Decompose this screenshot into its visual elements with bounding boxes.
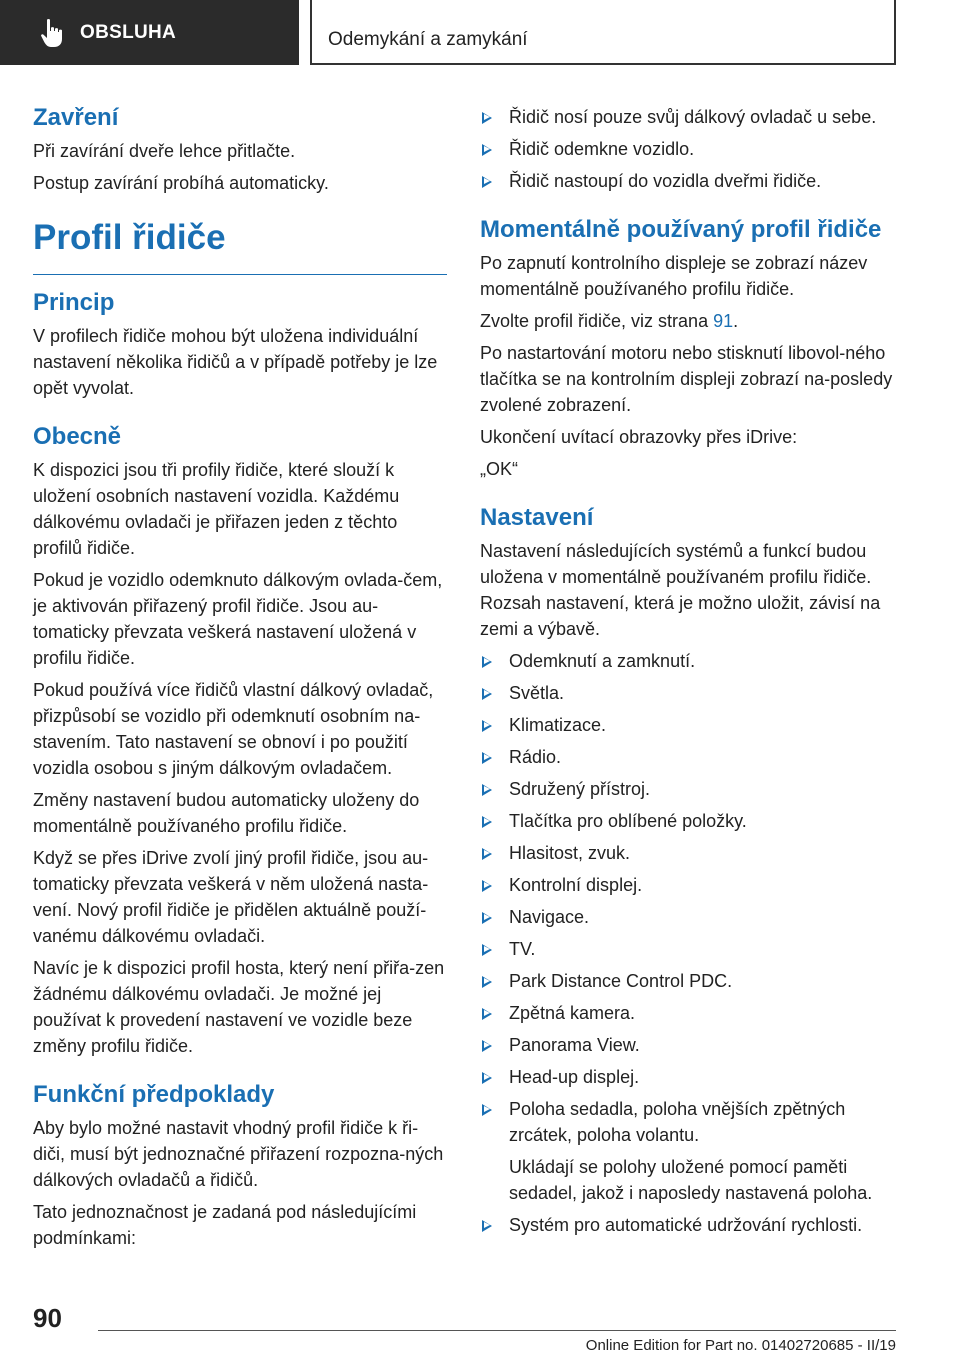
paragraph: Postup zavírání probíhá automaticky. — [33, 173, 329, 193]
list-item: Zpětná kamera. — [480, 1000, 896, 1026]
triangle-bullet-icon — [482, 880, 492, 892]
triangle-bullet-icon — [482, 176, 492, 188]
paragraph: Zvolte profil řidiče, viz strana 91. — [480, 311, 739, 331]
triangle-bullet-icon — [482, 784, 492, 796]
list-item: Hlasitost, zvuk. — [480, 840, 896, 866]
triangle-bullet-icon — [482, 656, 492, 668]
paragraph: Ukončení uvítací obrazovky přes iDrive: — [480, 427, 798, 447]
list-item: Řidič nastoupí do vozidla dveřmi řidiče. — [480, 168, 896, 194]
list-item: Poloha sedadla, poloha vnějších zpětných zrcátek, poloha volantu. Ukládají se polohy uložené pomocí paměti sedadel, jakož i naposledy nastavená poloha. — [480, 1096, 896, 1206]
list-item: Park Distance Control PDC. — [480, 968, 896, 994]
header-section-box — [310, 0, 896, 65]
header-section-title: Odemykání a zamykání — [328, 29, 528, 50]
triangle-bullet-icon — [482, 112, 492, 124]
triangle-bullet-icon — [482, 976, 492, 988]
triangle-bullet-icon — [482, 944, 492, 956]
triangle-bullet-icon — [482, 1072, 492, 1084]
footer-divider — [98, 1330, 896, 1331]
list-item: Tlačítka pro oblíbené položky. — [480, 808, 896, 834]
list-item: Panorama View. — [480, 1032, 896, 1058]
list-item: Navigace. — [480, 904, 896, 930]
list-item: Řidič odemkne vozidlo. — [480, 136, 896, 162]
footer-edition: Online Edition for Part no. 01402720685 - II/19 — [585, 1337, 896, 1354]
paragraph: Po nastartování motoru nebo stisknutí libovol-ného tlačítka se na kontrolním displeji zobrazí na-posledy zvolené zobrazení. — [480, 343, 893, 415]
paragraph: Pokud je vozidlo odemknuto dálkovým ovlada-čem, je aktivován přiřazený profil řidiče. Jsou au-tomaticky převzata veškerá nastavení uložená v profilu řidiče. — [33, 570, 443, 668]
triangle-bullet-icon — [482, 688, 492, 700]
list-item: Sdružený přístroj. — [480, 776, 896, 802]
triangle-bullet-icon — [482, 1008, 492, 1020]
heading-obecne: Obecně — [33, 423, 122, 450]
list-item: Klimatizace. — [480, 712, 896, 738]
triangle-bullet-icon — [482, 1104, 492, 1116]
list-item: Řidič nosí pouze svůj dálkový ovladač u sebe. — [480, 104, 896, 130]
pointing-hand-icon — [40, 18, 66, 48]
list-item: Head-up displej. — [480, 1064, 896, 1090]
heading-momentalne-profil: Momentálně používaný profil řidiče — [480, 216, 882, 243]
paragraph: Navíc je k dispozici profil hosta, který není přiřa-zen žádnému dálkovému ovladači. Je možné jej používat k provedení nastavení ve vozidle beze změny profilu řidiče. — [33, 958, 445, 1056]
heading-nastaveni: Nastavení — [480, 504, 594, 531]
triangle-bullet-icon — [482, 752, 492, 764]
triangle-bullet-icon — [482, 848, 492, 860]
left-column — [33, 104, 447, 1257]
conditions-list — [480, 104, 896, 194]
list-item: Světla. — [480, 680, 896, 706]
chapter-title: Profil řidiče — [33, 218, 447, 275]
paragraph: V profilech řidiče mohou být uložena individuální nastavení několika řidičů a v případě potřeby je lze opět vyvolat. — [33, 326, 438, 398]
list-item-note: Ukládají se polohy uložené pomocí paměti sedadel, jakož i naposledy nastavená poloha. — [509, 1157, 873, 1203]
heading-zavreni: Zavření — [33, 104, 119, 131]
paragraph: K dispozici jsou tři profily řidiče, které slouží k uložení osobních nastavení vozidla. Každému dálkovému ovladači je přiřazen jeden z těchto profilů řidiče. — [33, 460, 400, 558]
header-tab-label: OBSLUHA — [80, 21, 177, 43]
heading-princip: Princip — [33, 289, 115, 316]
paragraph: Při zavírání dveře lehce přitlačte. — [33, 141, 296, 161]
triangle-bullet-icon — [482, 1220, 492, 1232]
paragraph: Když se přes iDrive zvolí jiný profil řidiče, jsou au-tomaticky převzata veškerá v něm uložená nasta-vení. Nový profil řidiče je přidělen aktuálně použí-vanému dálkovému ovladači. — [33, 848, 429, 946]
paragraph: Aby bylo možné nastavit vhodný profil řidiče k ři-diči, musí být jednoznačné přiřazení rozpozna-ných dálkových ovladačů a řidičů. — [33, 1118, 444, 1190]
list-item: TV. — [480, 936, 896, 962]
page-number: 90 — [33, 1303, 62, 1333]
paragraph: Změny nastavení budou automaticky uloženy do momentálně používaného profilu řidiče. — [33, 790, 420, 836]
paragraph: Po zapnutí kontrolního displeje se zobrazí název momentálně používaného profilu řidiče. — [480, 253, 868, 299]
page-link-91[interactable]: 91 — [713, 311, 734, 331]
triangle-bullet-icon — [482, 816, 492, 828]
list-item: Rádio. — [480, 744, 896, 770]
paragraph: Tato jednoznačnost je zadaná pod následujícími podmínkami: — [33, 1202, 417, 1248]
paragraph: Pokud používá více řidičů vlastní dálkový ovladač, přizpůsobí se vozidlo při odemknutí osobním na-stavením. Tato nastavení se obnoví i po použití vozidla osobou s jiným dálkovým ovladačem. — [33, 680, 434, 778]
triangle-bullet-icon — [482, 912, 492, 924]
paragraph: Nastavení následujících systémů a funkcí budou uložena v momentálně používaném profilu řidiče. Rozsah nastavení, která je možno uložit, závisí na zemi a výbavě. — [480, 541, 881, 639]
list-item: Odemknutí a zamknutí. — [480, 648, 896, 674]
triangle-bullet-icon — [482, 720, 492, 732]
triangle-bullet-icon — [482, 1040, 492, 1052]
paragraph: „OK“ — [480, 459, 518, 479]
heading-funkcni-predpoklady: Funkční předpoklady — [33, 1081, 275, 1108]
right-column — [480, 104, 896, 1244]
list-item: Systém pro automatické udržování rychlosti. — [480, 1212, 896, 1238]
settings-list — [480, 648, 896, 1238]
triangle-bullet-icon — [482, 144, 492, 156]
list-item: Kontrolní displej. — [480, 872, 896, 898]
header-tab — [0, 0, 299, 65]
